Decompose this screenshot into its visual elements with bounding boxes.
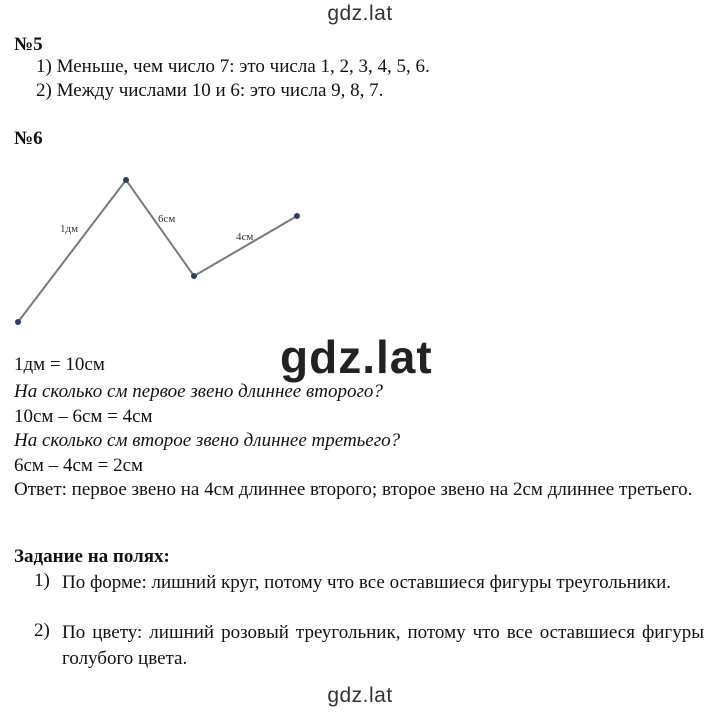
task6-heading: №6 bbox=[14, 128, 43, 149]
task6-answer: Ответ: первое звено на 4см длиннее второго; второе звено на 2см длиннее третьего. bbox=[14, 479, 693, 500]
task6-question-2: На сколько см второе звено длиннее третьего? bbox=[14, 430, 401, 451]
point-c bbox=[191, 273, 197, 279]
watermark-center: gdz.lat bbox=[280, 331, 433, 383]
point-d bbox=[294, 213, 300, 219]
margin-item-2-number: 2) bbox=[34, 620, 50, 641]
segment-1-line bbox=[18, 180, 126, 322]
segment-2-label: 6см bbox=[158, 213, 176, 225]
margin-item-1-number: 1) bbox=[34, 570, 50, 591]
watermark-top: gdz.lat bbox=[327, 2, 393, 25]
margin-task-heading: Задание на полях: bbox=[14, 546, 170, 567]
task6-line-5: 6см – 4см = 2см bbox=[14, 455, 144, 476]
segment-2-line bbox=[126, 180, 194, 276]
margin-item-2-text: По цвету: лишний розовый треугольник, потому что все оставшиеся фигуры голубого цвета. bbox=[62, 622, 704, 669]
segment-3-label: 4см bbox=[236, 231, 254, 243]
segment-3-line bbox=[194, 216, 297, 276]
watermark-bottom: gdz.lat bbox=[327, 684, 393, 707]
task6-question-1: На сколько см первое звено длиннее второго? bbox=[14, 381, 383, 402]
point-b bbox=[123, 177, 129, 183]
segment-1-label: 1дм bbox=[60, 223, 79, 235]
task5-item-2: 2) Между числами 10 и 6: это числа 9, 8, 7. bbox=[36, 80, 384, 101]
point-a bbox=[15, 319, 21, 325]
task6-line-1: 1дм = 10см bbox=[14, 354, 105, 375]
margin-item-1-text: По форме: лишний круг, потому что все оставшиеся фигуры треугольники. bbox=[62, 572, 672, 593]
task6-line-3: 10см – 6см = 4см bbox=[14, 406, 153, 427]
task5-heading: №5 bbox=[14, 34, 43, 55]
task5-item-1: 1) Меньше, чем число 7: это числа 1, 2, 3, 4, 5, 6. bbox=[36, 56, 430, 77]
